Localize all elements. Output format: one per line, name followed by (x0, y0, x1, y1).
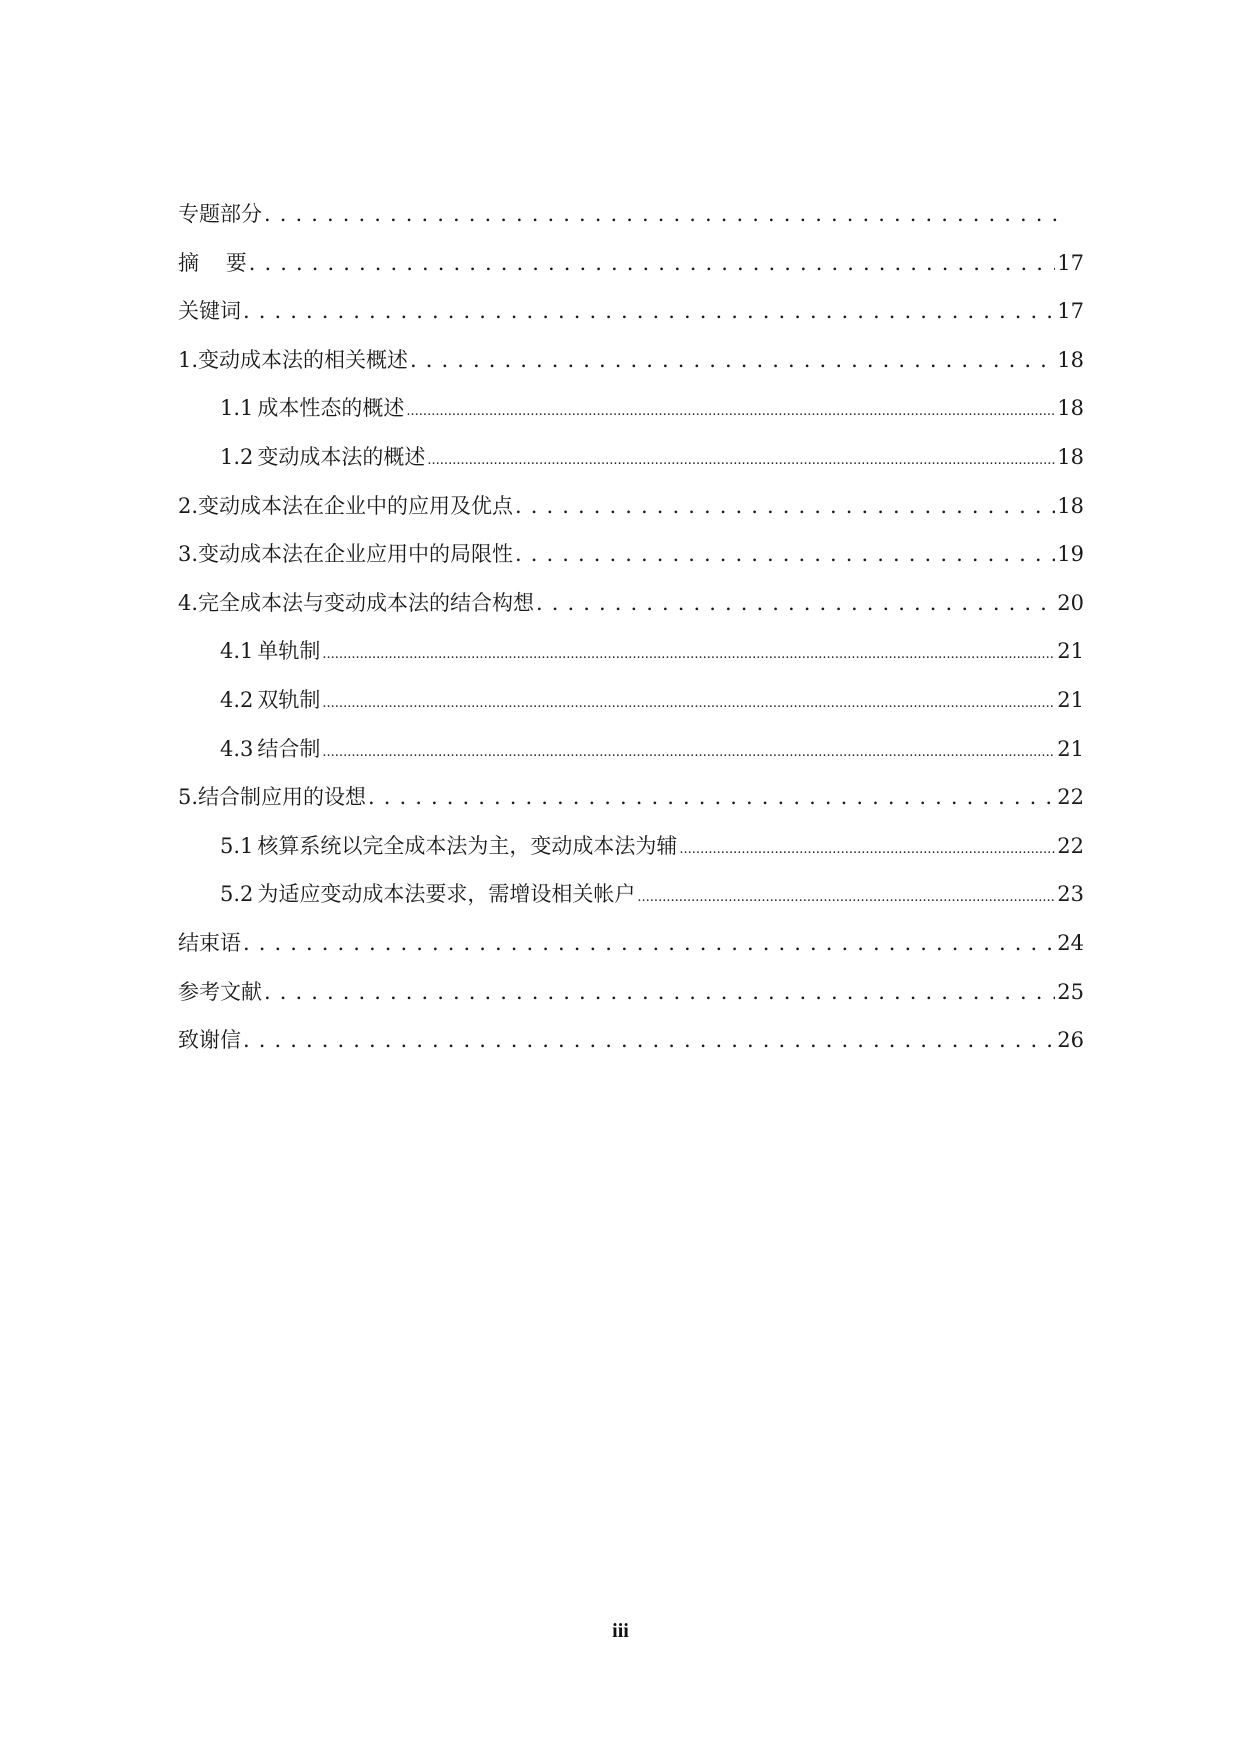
toc-entry[interactable] (178, 919, 1084, 968)
toc-subentry[interactable] (178, 433, 1084, 482)
toc-entry-number: 5.1 (220, 833, 254, 858)
toc-leader-dots (264, 968, 1055, 1017)
page-number: iii (612, 1620, 629, 1642)
toc-entry-title: 完全成本法与变动成本法的结合构想 (198, 590, 535, 615)
toc-entry-page: 20 (1057, 590, 1084, 615)
toc-entry-title: 核算系统以完全成本法为主，变动成本法为辅 (257, 833, 678, 858)
toc-leader-dots (427, 433, 1055, 486)
toc-entry-page: 18 (1057, 493, 1084, 518)
toc-entry-number: 4.2 (220, 687, 254, 712)
toc-subentry[interactable] (178, 725, 1084, 774)
toc-entry-title: 参考文献 (178, 979, 262, 1004)
toc-entry-number: 5.2 (220, 882, 254, 907)
toc-entry[interactable] (178, 336, 1084, 385)
toc-entry[interactable] (178, 287, 1084, 336)
toc-leader-dots (637, 870, 1055, 923)
toc-leader-dots (679, 822, 1055, 875)
toc-entry-title: 结合制应用的设想 (198, 785, 367, 810)
toc-entry-title: 变动成本法在企业中的应用及优点 (198, 493, 514, 518)
toc-entry-page: 26 (1057, 1028, 1084, 1053)
toc-entry[interactable] (178, 482, 1084, 531)
toc-entry-page: 24 (1057, 930, 1084, 955)
toc-entry[interactable] (178, 773, 1084, 822)
toc-entry-title: 变动成本法在企业应用中的局限性 (198, 542, 514, 567)
toc-entry-title: 变动成本法的概述 (257, 444, 426, 469)
toc-entry[interactable] (178, 190, 1084, 239)
toc-entry-page: 22 (1057, 785, 1084, 810)
toc-leader-dots (264, 190, 1058, 239)
toc-leader-dots (368, 773, 1055, 822)
toc-entry-title: 结合制 (257, 736, 321, 761)
toc-leader-dots (322, 676, 1055, 729)
toc-entry-page: 19 (1057, 542, 1084, 567)
toc-entry-number: 5. (178, 785, 199, 810)
toc-entry-number: 4.1 (220, 639, 254, 664)
toc-entry[interactable] (178, 1016, 1084, 1065)
toc-entry-number: 1. (178, 347, 199, 372)
toc-entry-page: 18 (1057, 444, 1084, 469)
toc-entry-title: 变动成本法的相关概述 (198, 347, 409, 372)
toc-entry-page: 21 (1057, 736, 1084, 761)
toc-entry-page: 18 (1057, 347, 1084, 372)
toc-entry-title: 摘 要 (178, 250, 247, 275)
toc-entry[interactable] (178, 968, 1084, 1017)
toc-entry-page: 17 (1057, 299, 1084, 324)
toc-entry-page: 18 (1057, 396, 1084, 421)
toc-entry-title: 关键词 (178, 299, 241, 324)
toc-leader-dots (249, 239, 1056, 288)
toc-entry-title: 成本性态的概述 (257, 396, 405, 421)
toc-entry-number: 3. (178, 542, 199, 567)
toc-subentry[interactable] (178, 627, 1084, 676)
toc-subentry[interactable] (178, 676, 1084, 725)
toc-entry-number: 4. (178, 590, 199, 615)
toc-entry-title: 结束语 (178, 930, 241, 955)
toc-entry-title: 致谢信 (178, 1028, 241, 1053)
toc-entry-title: 为适应变动成本法要求，需增设相关帐户 (257, 882, 636, 907)
toc-entry-page: 22 (1057, 833, 1084, 858)
toc-leader-dots (406, 384, 1055, 437)
toc-leader-dots (243, 919, 1055, 968)
toc-entry-number: 4.3 (220, 736, 254, 761)
toc-entry-title: 单轨制 (257, 639, 321, 664)
toc-leader-dots (243, 1016, 1055, 1065)
toc-entry[interactable] (178, 530, 1084, 579)
toc-entry-page: 23 (1057, 882, 1084, 907)
toc-leader-dots (515, 530, 1055, 579)
toc-leader-dots (243, 287, 1055, 336)
toc-entry-page: 17 (1057, 250, 1084, 275)
toc-leader-dots (322, 725, 1055, 778)
toc-subentry[interactable] (178, 870, 1084, 919)
toc-entry-page: 21 (1057, 639, 1084, 664)
toc-entry-title: 专题部分 (178, 202, 262, 226)
toc-entry-number: 2. (178, 493, 199, 518)
toc-entry-number: 1.2 (220, 444, 254, 469)
toc-subentry[interactable] (178, 822, 1084, 871)
toc-leader-dots (536, 579, 1055, 628)
toc-entry-page: 21 (1057, 687, 1084, 712)
table-of-contents (178, 190, 1084, 1065)
toc-leader-dots (410, 336, 1055, 385)
toc-entry[interactable] (178, 579, 1084, 628)
toc-entry-number: 1.1 (220, 396, 254, 421)
toc-entry-page: 25 (1057, 979, 1084, 1004)
toc-entry-title: 双轨制 (257, 687, 321, 712)
toc-leader-dots (515, 482, 1055, 531)
toc-leader-dots (322, 627, 1055, 680)
toc-subentry[interactable] (178, 384, 1084, 433)
toc-entry[interactable] (178, 239, 1084, 288)
